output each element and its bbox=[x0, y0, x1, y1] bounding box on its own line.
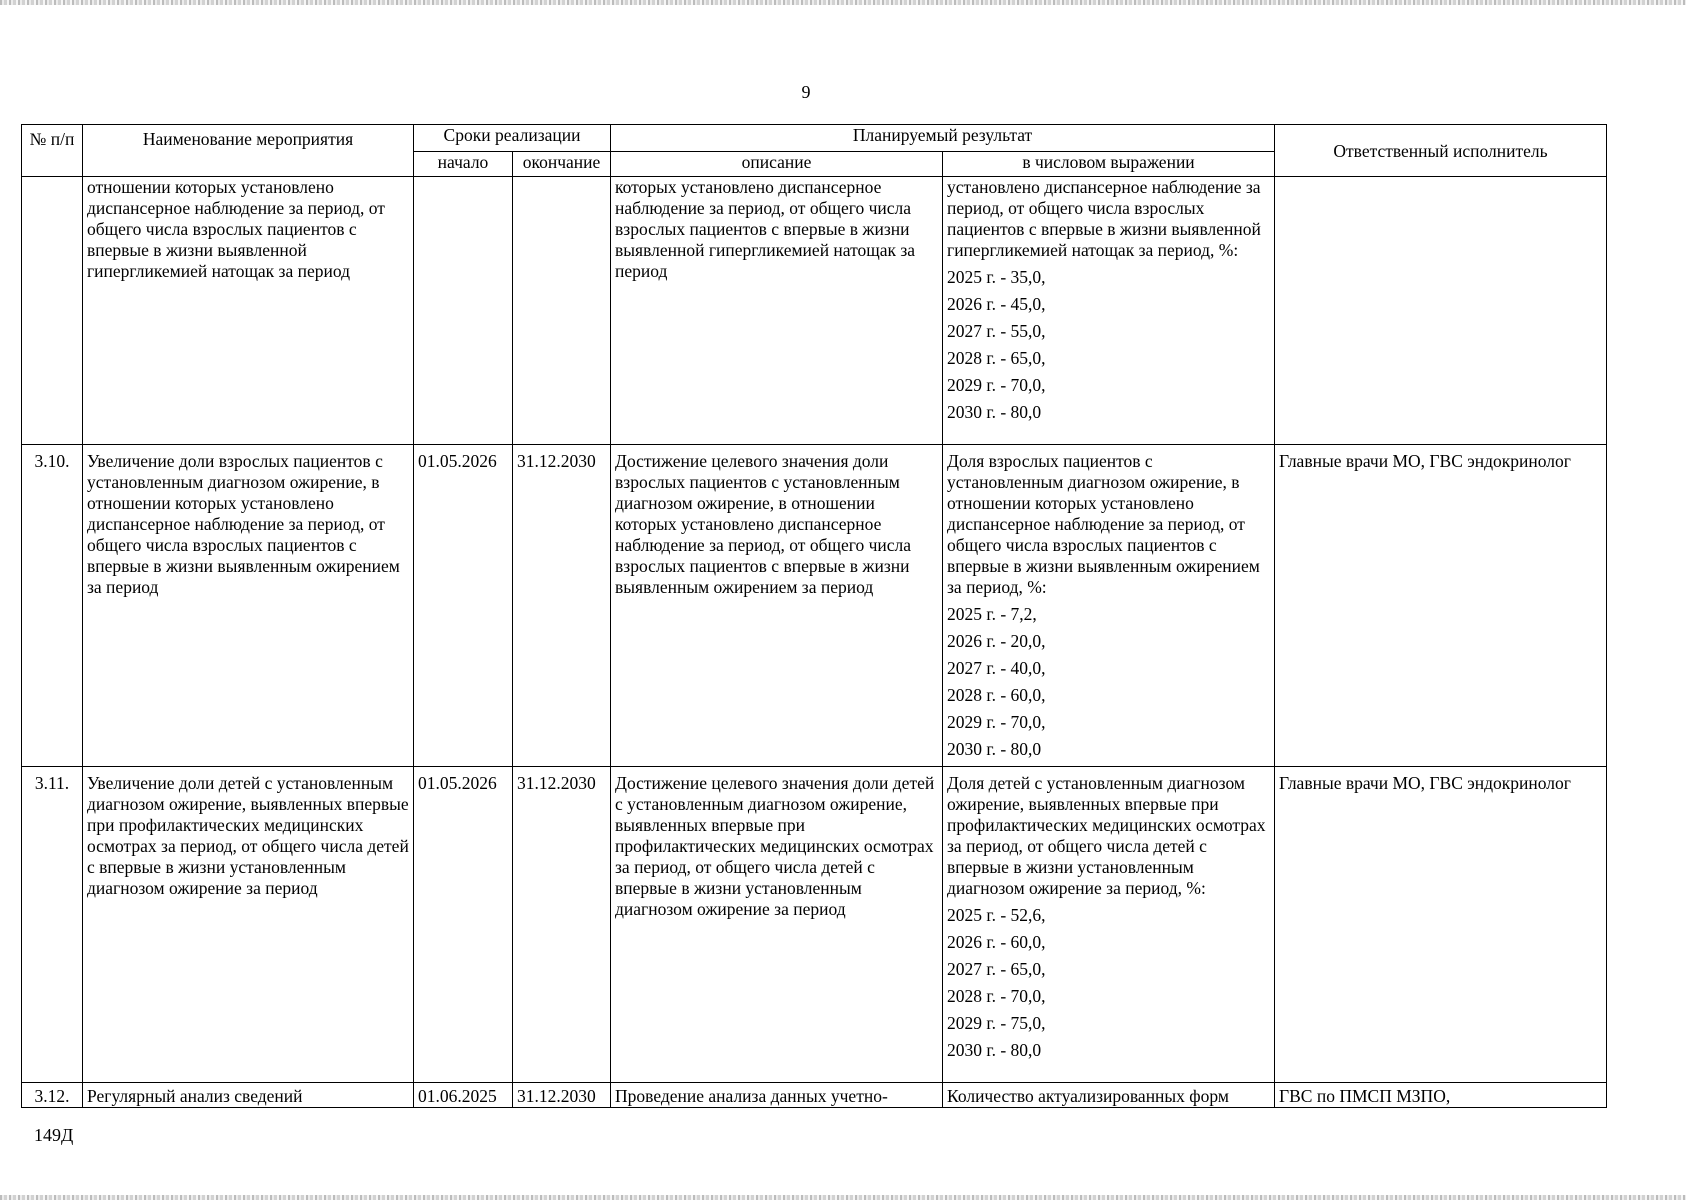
row-result-description: Проведение анализа данных учетно- bbox=[611, 1083, 943, 1108]
numeric-text: установлено диспансерное наблюдение за период, от общего числа взрослых пациентов с впервые в жизни выявленной гипергликемией натощак за период, %: bbox=[947, 177, 1261, 260]
year-value: 2027 г. - 40,0, bbox=[947, 658, 1046, 678]
row-end-date: 31.12.2030 bbox=[513, 445, 611, 767]
year-value: 2027 г. - 55,0, bbox=[947, 321, 1046, 341]
row-number: 3.12. bbox=[22, 1083, 83, 1108]
year-value: 2029 г. - 70,0, bbox=[947, 712, 1046, 732]
year-value: 2029 г. - 70,0, bbox=[947, 375, 1046, 395]
row-activity-name: Увеличение доли детей с установленным диагнозом ожирение, выявленных впервые при профилактических медицинских осмотрах за период, от общего числа детей с впервые в жизни установленным диагнозом ожирение за период bbox=[83, 767, 414, 1083]
row-number: 3.10. bbox=[22, 445, 83, 767]
row-start-date: 01.05.2026 bbox=[414, 445, 513, 767]
numeric-text: Доля взрослых пациентов с установленным диагнозом ожирение, в отношении которых установлено диспансерное наблюдение за период, от общего числа взрослых пациентов с впервые в жизни выявленным ожирением за период, %: bbox=[947, 451, 1260, 597]
row-result-description: Достижение целевого значения доли детей с установленным диагнозом ожирение, выявленных впервые при профилактических медицинских осмотрах за период, от общего числа детей с впервые в жизни установленным диагнозом ожирение за период bbox=[611, 767, 943, 1083]
row-start-date bbox=[414, 177, 513, 445]
header-num: № п/п bbox=[22, 125, 83, 177]
year-value: 2027 г. - 65,0, bbox=[947, 959, 1046, 979]
year-value: 2028 г. - 65,0, bbox=[947, 348, 1046, 368]
table-row bbox=[22, 767, 1607, 1083]
row-result-numeric bbox=[943, 767, 1275, 1083]
document-code: 149Д bbox=[34, 1125, 74, 1145]
year-values bbox=[947, 264, 1270, 426]
row-number: 3.11. bbox=[22, 767, 83, 1083]
header-end: окончание bbox=[513, 152, 611, 177]
header-responsible: Ответственный исполнитель bbox=[1275, 125, 1607, 177]
row-activity-name: отношении которых установлено диспансерное наблюдение за период, от общего числа взрослых пациентов с впервые в жизни выявленной гипергликемией натощак за период bbox=[83, 177, 414, 445]
row-start-date: 01.05.2026 bbox=[414, 767, 513, 1083]
header-name: Наименование мероприятия bbox=[83, 125, 414, 177]
row-responsible bbox=[1275, 177, 1607, 445]
table-row bbox=[22, 177, 1607, 445]
row-number bbox=[22, 177, 83, 445]
header-terms: Сроки реализации bbox=[414, 125, 611, 152]
row-result-numeric bbox=[943, 445, 1275, 767]
row-responsible: ГВС по ПМСП МЗПО, bbox=[1275, 1083, 1607, 1108]
year-value: 2028 г. - 70,0, bbox=[947, 986, 1046, 1006]
header-planned-result: Планируемый результат bbox=[611, 125, 1275, 152]
row-start-date: 01.06.2025 bbox=[414, 1083, 513, 1108]
year-value: 2025 г. - 35,0, bbox=[947, 267, 1046, 287]
numeric-text: Доля детей с установленным диагнозом ожирение, выявленных впервые при профилактических медицинских осмотрах за период, от общего числа детей с впервые в жизни установленным диагнозом ожирение за период, %: bbox=[947, 773, 1266, 898]
header-start: начало bbox=[414, 152, 513, 177]
year-value: 2029 г. - 75,0, bbox=[947, 1013, 1046, 1033]
row-responsible: Главные врачи МО, ГВС эндокринолог bbox=[1275, 445, 1607, 767]
row-end-date: 31.12.2030 bbox=[513, 1083, 611, 1108]
header-numeric: в числовом выражении bbox=[943, 152, 1275, 177]
page-number: 9 bbox=[801, 82, 811, 102]
scan-edge-bottom bbox=[0, 1195, 1686, 1200]
table-row bbox=[22, 445, 1607, 767]
header-description: описание bbox=[611, 152, 943, 177]
year-value: 2028 г. - 60,0, bbox=[947, 685, 1046, 705]
year-value: 2026 г. - 20,0, bbox=[947, 631, 1046, 651]
row-activity-name: Регулярный анализ сведений bbox=[83, 1083, 414, 1108]
row-end-date bbox=[513, 177, 611, 445]
year-value: 2030 г. - 80,0 bbox=[947, 402, 1042, 422]
year-value: 2025 г. - 7,2, bbox=[947, 604, 1037, 624]
row-result-description: которых установлено диспансерное наблюдение за период, от общего числа взрослых пациентов с впервые в жизни выявленной гипергликемией натощак за период bbox=[611, 177, 943, 445]
year-value: 2026 г. - 45,0, bbox=[947, 294, 1046, 314]
table-row bbox=[22, 1083, 1607, 1108]
year-values bbox=[947, 902, 1270, 1064]
row-result-description: Достижение целевого значения доли взрослых пациентов с установленным диагнозом ожирение, в отношении которых установлено диспансерное наблюдение за период, от общего числа взрослых пациентов с впервые в жизни выявленным ожирением за период bbox=[611, 445, 943, 767]
year-value: 2030 г. - 80,0 bbox=[947, 1040, 1042, 1060]
year-value: 2030 г. - 80,0 bbox=[947, 739, 1042, 759]
row-responsible: Главные врачи МО, ГВС эндокринолог bbox=[1275, 767, 1607, 1083]
row-activity-name: Увеличение доли взрослых пациентов с установленным диагнозом ожирение, в отношении которых установлено диспансерное наблюдение за период, от общего числа взрослых пациентов с впервые в жизни выявленным ожирением за период bbox=[83, 445, 414, 767]
row-end-date: 31.12.2030 bbox=[513, 767, 611, 1083]
row-result-numeric bbox=[943, 177, 1275, 445]
year-value: 2026 г. - 60,0, bbox=[947, 932, 1046, 952]
year-values bbox=[947, 601, 1270, 763]
year-value: 2025 г. - 52,6, bbox=[947, 905, 1046, 925]
row-result-numeric: Количество актуализированных форм bbox=[943, 1083, 1275, 1108]
scan-edge-top bbox=[0, 0, 1686, 5]
table-header-row bbox=[22, 125, 1607, 152]
activities-table bbox=[21, 124, 1607, 1108]
